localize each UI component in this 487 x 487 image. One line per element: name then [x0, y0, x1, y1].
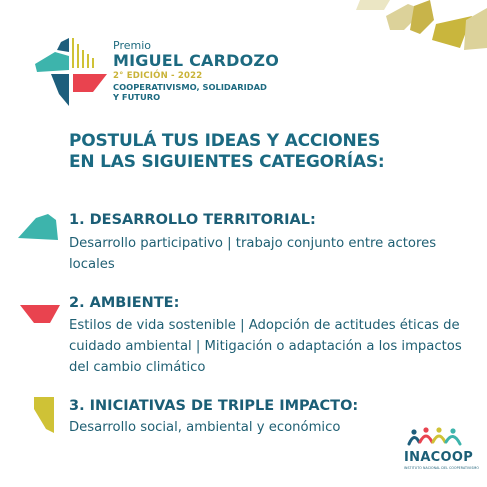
category-triple-impacto-icon [18, 395, 58, 435]
category-triple-impacto-description: Desarrollo social, ambiental y económico [69, 420, 341, 435]
category-territorial-icon [18, 214, 58, 240]
category-ambiente-title: 2. AMBIENTE: [69, 295, 180, 311]
award-premio-label: Premio [113, 39, 151, 52]
category-territorial-title: 1. DESARROLLO TERRITORIAL: [69, 212, 316, 228]
inacoop-tagline: INSTITUTO NACIONAL DEL COOPERATIVISMO [404, 466, 479, 470]
award-edition: 2° EDICIÓN - 2022 [113, 71, 203, 81]
award-name: MIGUEL CARDOZO [113, 51, 280, 70]
category-ambiente-description: Estilos de vida sostenible | Adopción de actitudes éticas de cuidado ambiental | Mitigación o adaptación a los impactos del cambio climático [69, 318, 462, 375]
award-logo-icon [33, 34, 108, 106]
award-theme-line2: Y FUTURO [113, 92, 161, 102]
inacoop-name: INACOOP [404, 450, 474, 465]
decorative-corner-shapes [350, 0, 487, 60]
headline-line2: EN LAS SIGUIENTES CATEGORÍAS: [69, 152, 385, 172]
headline-line1: POSTULÁ TUS IDEAS Y ACCIONES [69, 131, 380, 151]
inacoop-logo-icon [406, 426, 464, 450]
category-territorial-description: Desarrollo participativo | trabajo conjunto entre actores locales [69, 236, 437, 272]
category-triple-impacto-title: 3. INICIATIVAS DE TRIPLE IMPACTO: [69, 398, 359, 414]
category-ambiente-icon [18, 301, 60, 325]
award-theme-line1: COOPERATIVISMO, SOLIDARIDAD [113, 82, 267, 92]
